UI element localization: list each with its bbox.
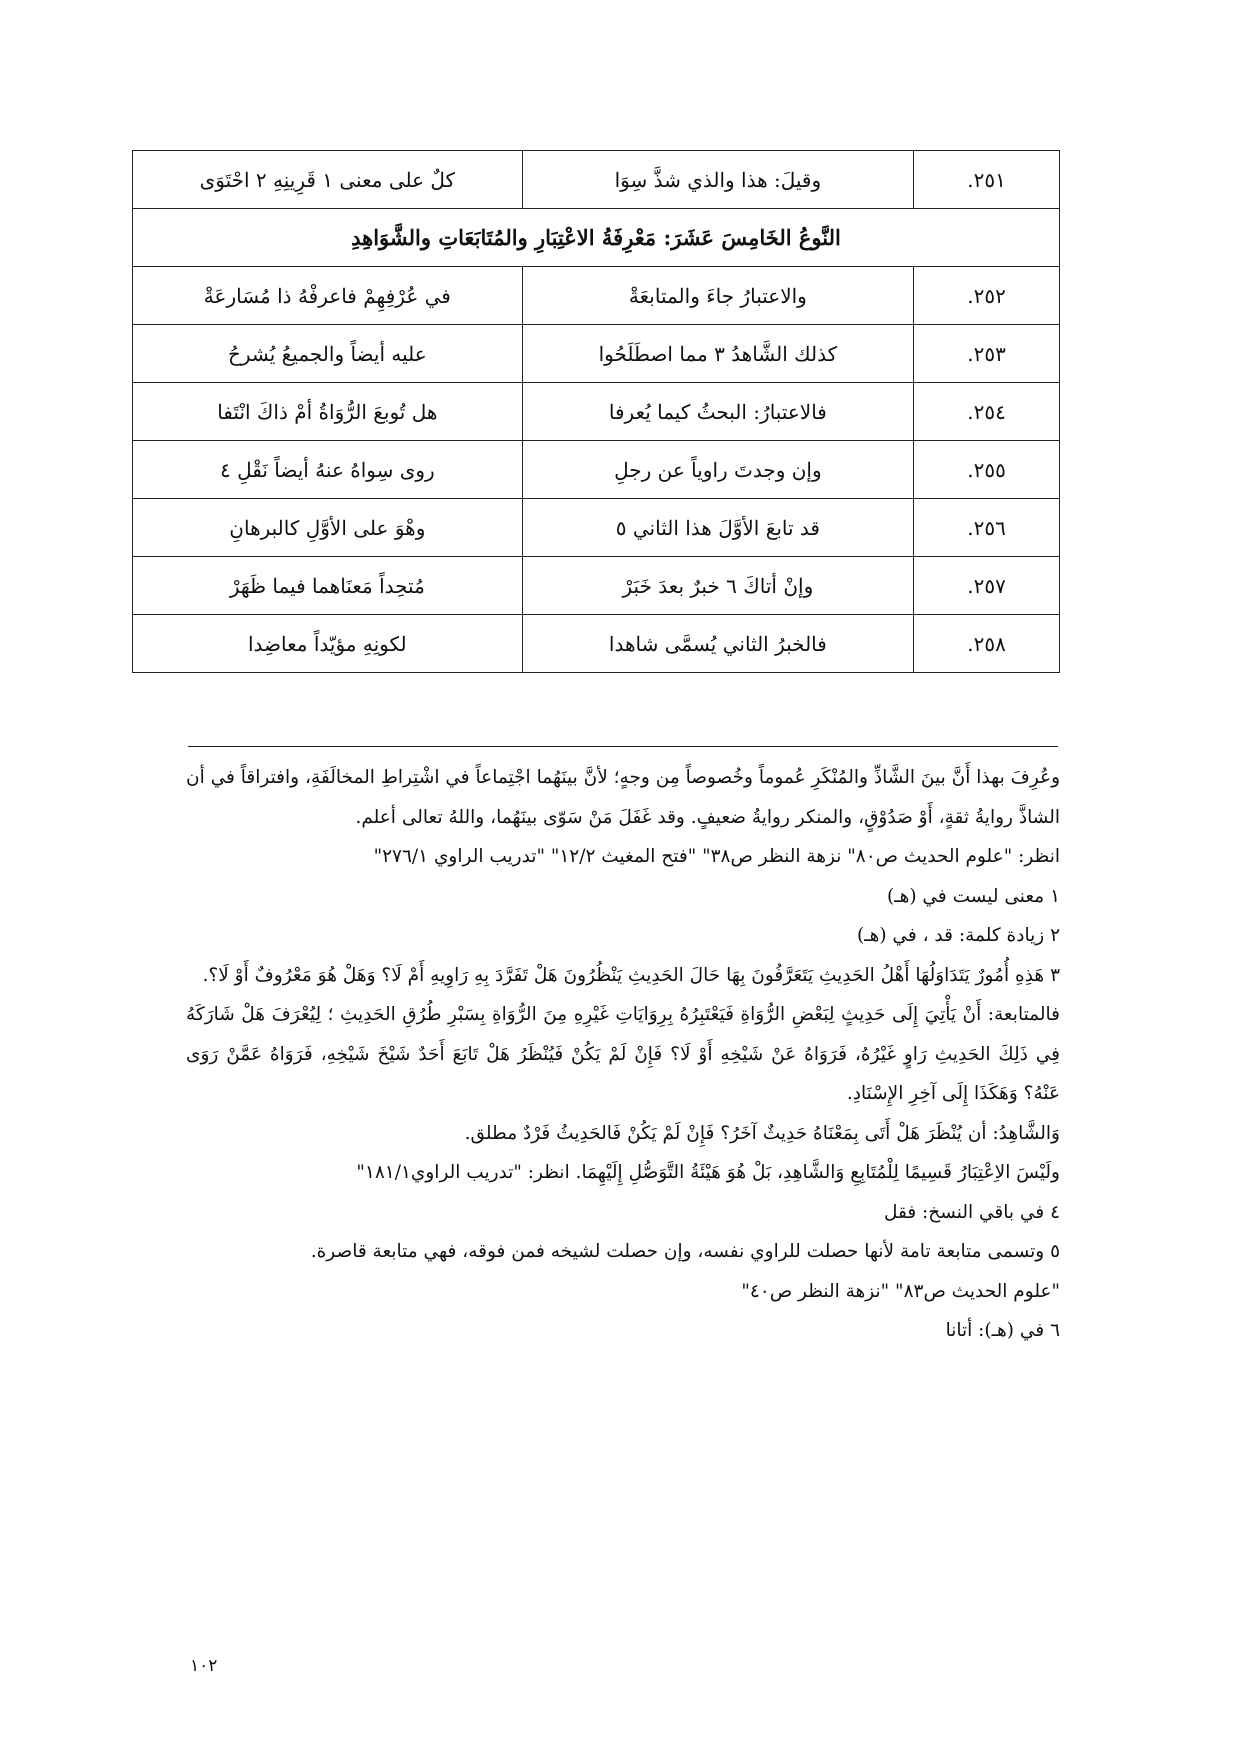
- footnote-paragraph: فالمتابعة: أَنْ يَأْتِيَ إِلَى حَدِيثٍ لِبَعْضِ الرُّوَاةِ فَيَعْتَبِرُهُ بِرِوَايَاتِ غَيْرِهِ مِنَ الرُّوَاةِ بِسَبْرِ طُرُقِ الحَدِيثِ ؛ لِيُعْرَفَ هَلْ شَارَكَهُ فِي ذَلِكَ الحَدِيثِ رَاوٍ غَيْرُهُ، فَرَوَاهُ عَنْ شَيْخِهِ أَوْ لَا؟ فَإِنْ لَمْ يَكُنْ فَيُنْظَرُ هَلْ تَابَعَ أَحَدٌ شَيْخَ شَيْخِهِ، فَرَوَاهُ عَمَّنْ رَوَى عَنْهُ؟ وَهَكَذَا إِلَى آخِرِ الإِسْنَادِ.: [186, 1004, 1060, 1104]
- second-hemistich: في عُرْفِهِمْ فاعرفْهُ ذا مُسَارعَةْ: [133, 267, 523, 325]
- verse-number: ٢٥٣.: [914, 325, 1060, 383]
- verse-row-254: [133, 383, 1060, 441]
- first-hemistich: قد تابعَ الأوَّلَ هذا الثاني ٥: [522, 499, 913, 557]
- chapter-heading: النَّوعُ الخَامِسَ عَشَرَ: مَعْرِفَةُ الاعْتِبَارِ والمُتَابَعَاتِ والشَّوَاهِدِ: [133, 209, 1060, 267]
- second-hemistich: كلٌ على معنى ١ قَرِينِهِ ٢ احْتَوَى: [133, 151, 523, 209]
- footnote-reference: انظر: "علوم الحديث ص٨٠" نزهة النظر ص٣٨" "فتح المغيث ١٢/٢" "تدريب الراوي ٢٧٦/١": [373, 846, 1060, 867]
- first-hemistich: وإن وجدتَ راوياً عن رجلِ: [522, 441, 913, 499]
- footnote-3: ٣ هَذِهِ أُمُورٌ يَتَدَاوَلُهَا أَهْلُ الحَدِيثِ يَتَعَرَّفُونَ بِهَا حَالَ الحَدِيثِ يَنْظُرُونَ هَلْ تَفَرَّدَ بِهِ رَاوِيهِ أَمْ لَا؟ وَهَلْ هُوَ مَعْرُوفٌ أَوْ لَا؟.: [202, 964, 1060, 986]
- verse-row-258: [133, 615, 1060, 673]
- footnote-paragraph: وَالشَّاهِدُ: أن يُنْظَرَ هَلْ أَتَى بِمَعْنَاهُ حَدِيثٌ آخَرُ؟ فَإِنْ لَمْ يَكُنْ فَالحَدِيثُ فَرْدٌ مطلق.: [464, 1122, 1060, 1144]
- verse-number: ٢٥٢.: [914, 267, 1060, 325]
- second-hemistich: عليه أيضاً والجميعُ يُشرحُ: [133, 325, 523, 383]
- verse-number: ٢٥٦.: [914, 499, 1060, 557]
- footnote-paragraph: وعُرِفَ بهذا أَنَّ بينَ الشَّاذِّ والمُنْكَرِ عُموماً وخُصوصاً مِن وجهٍ؛ لأنَّ بينَهُما اجْتِماعاً في اشْتِراطِ المخالَفَةِ، وافتراقاً في أن الشاذَّ روايةُ ثقةٍ، أَوْ صَدُوْقٍ، والمنكر روايةُ ضعيفٍ. وقد غَفَلَ مَنْ سَوّى بينَهُما، واللهُ تعالى أعلم.: [186, 767, 1060, 828]
- page-number: ١٠٢: [190, 1656, 218, 1676]
- second-hemistich: مُتحِداً مَعنَاهما فيما ظَهَرْ: [133, 557, 523, 615]
- footnote-5: ٥ وتسمى متابعة تامة لأنها حصلت للراوي نفسه، وإن حصلت لشيخه فمن فوقه، فهي متابعة قاصرة.: [310, 1241, 1060, 1262]
- verses-table: [132, 150, 1060, 673]
- footnotes: [186, 758, 1060, 1351]
- first-hemistich: وإنْ أتاكَ ٦ خبرٌ بعدَ خَبَرْ: [522, 557, 913, 615]
- verse-number: ٢٥١.: [914, 151, 1060, 209]
- first-hemistich: والاعتبارُ جاءَ والمتابعَةْ: [522, 267, 913, 325]
- footnote-4: ٤ في باقي النسخ: فقل: [883, 1201, 1060, 1223]
- verse-number: ٢٥٥.: [914, 441, 1060, 499]
- first-hemistich: فالاعتبارُ: البحثُ كيما يُعرفا: [522, 383, 913, 441]
- first-hemistich: فالخبرُ الثاني يُسمَّى شاهدا: [522, 615, 913, 673]
- footnote-reference: "علوم الحديث ص٨٣" "نزهة النظر ص٤٠": [741, 1280, 1060, 1302]
- verse-row-253: [133, 325, 1060, 383]
- first-hemistich: كذلك الشَّاهدُ ٣ مما اصطَلَحُوا: [522, 325, 913, 383]
- verse-row-256: [133, 499, 1060, 557]
- verse-number: ٢٥٧.: [914, 557, 1060, 615]
- verse-number: ٢٥٤.: [914, 383, 1060, 441]
- first-hemistich: وقيلَ: هذا والذي شذَّ سِوَا: [522, 151, 913, 209]
- second-hemistich: روى سِواهُ عنهُ أيضاً نَقْلِ ٤: [133, 441, 523, 499]
- verse-number: ٢٥٨.: [914, 615, 1060, 673]
- chapter-heading-row: [133, 209, 1060, 267]
- footnote-6: ٦ في (هـ): أتانا: [945, 1320, 1060, 1341]
- verse-row-252: [133, 267, 1060, 325]
- verse-row-255: [133, 441, 1060, 499]
- verse-row-257: [133, 557, 1060, 615]
- footnote-paragraph: ولَيْسَ الاِعْتِبَارُ قَسِيمًا لِلْمُتَابِعِ وَالشَّاهِدِ، بَلْ هُوَ هَيْئَةُ التَّوَصُّلِ إِلَيْهِمَا. انظر: "تدريب الراوي١٨١/١": [356, 1162, 1060, 1183]
- second-hemistich: لكونِهِ مؤيّداً معاضِدا: [133, 615, 523, 673]
- footnote-1: ١ معنى ليست في (هـ): [886, 885, 1060, 907]
- footnote-separator: [188, 746, 1058, 747]
- second-hemistich: وهْوَ على الأوَّلِ كالبرهانِ: [133, 499, 523, 557]
- verse-row-251: [133, 151, 1060, 209]
- second-hemistich: هل تُوبعَ الرُّوَاةُ أمْ ذاكَ انْتَفا: [133, 383, 523, 441]
- footnote-2: ٢ زيادة كلمة: قد ، في (هـ): [856, 925, 1060, 946]
